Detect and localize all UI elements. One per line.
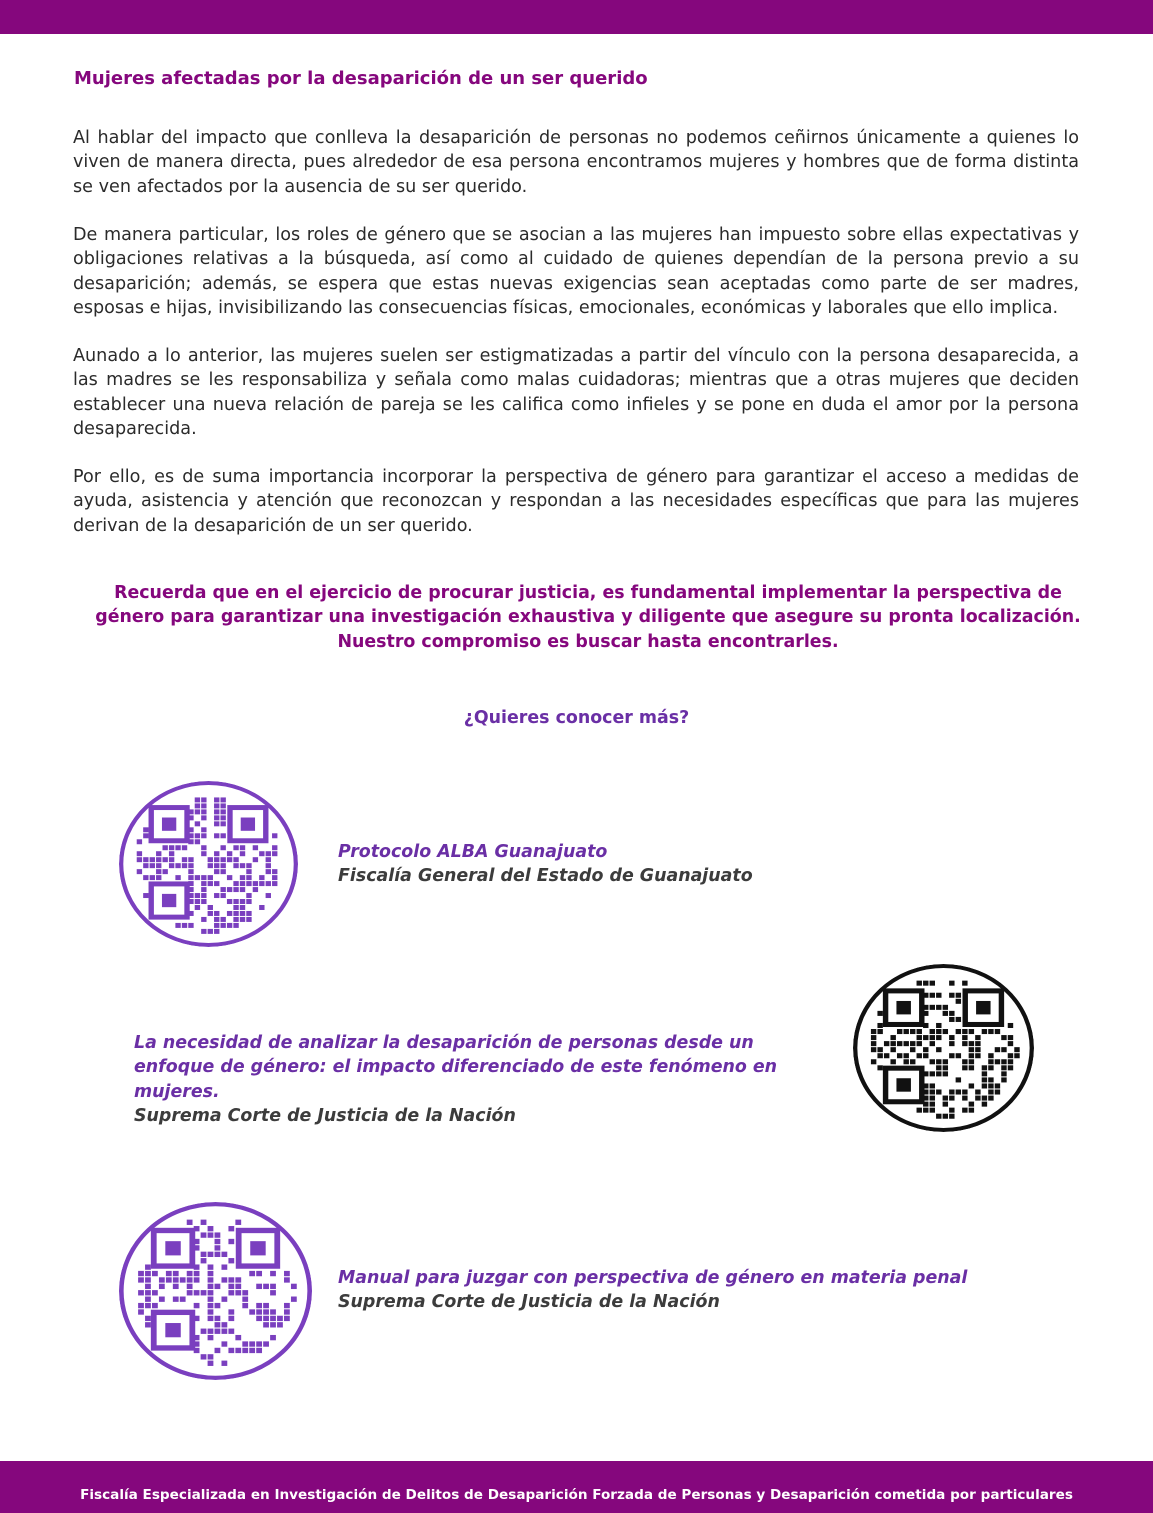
qr-code-protocolo-alba[interactable] [119, 781, 298, 947]
resource-enfoque-genero [134, 1031, 824, 1129]
paragraph-importance: Por ello, es de suma importancia incorporar la perspectiva de género para garantizar el acceso a medidas de ayuda, asistencia y atención que reconozcan y respondan a las necesidades específicas que para las mujeres derivan de la desaparición de un ser querido. [73, 467, 1079, 536]
resource-manual-juzgar [338, 1266, 1038, 1315]
qr-code-enfoque-genero[interactable] [853, 964, 1034, 1132]
paragraph-gender-roles: De manera particular, los roles de género que se asocian a las mujeres han impuesto sobre ellas expectativas y obligaciones relativas a la búsqueda, así como al cuidado de quienes dependían de la persona previo a su desaparición; además, se espera que estas nuevas exigencias sean aceptadas como parte de ser madres, esposas e hijas, invisibilizando las consecuencias físicas, emocionales, económicas y laborales que ello implica. [73, 225, 1079, 319]
qr-code-icon [119, 781, 298, 947]
qr-code-manual-juzgar[interactable] [119, 1202, 312, 1380]
resource-title: La necesidad de analizar la desaparición de personas desde un enfoque de género: el impacto diferenciado de este fenómeno en mujeres. [134, 1033, 778, 1102]
resource-title: Protocolo ALBA Guanajuato [338, 842, 608, 862]
resource-source: Suprema Corte de Justicia de la Nación [134, 1106, 516, 1127]
paragraph-impact: Al hablar del impacto que conlleva la desaparición de personas no podemos ceñirnos únicamente a quienes lo viven de manera directa, pues alrededor de esa persona encontramos mujeres y hombres que de forma distinta se ven afectados por la ausencia de su ser querido. [73, 128, 1079, 197]
top-banner [0, 0, 1153, 34]
paragraph-stigma: Aunado a lo anterior, las mujeres suelen ser estigmatizadas a partir del vínculo con la persona desaparecida, a las madres se les responsabiliza y señala como malas cuidadoras; mientras que a otras mujeres que deciden establecer una nueva relación de pareja se les califica como infieles y se pone en duda el amor por la persona desaparecida. [73, 346, 1079, 440]
footer-text: Fiscalía Especializada en Investigación de Delitos de Desaparición Forzada de Personas y Desaparición cometida por particulares [80, 1487, 1073, 1503]
qr-code-icon [119, 1202, 312, 1380]
footer-banner [0, 1461, 1153, 1513]
learn-more-heading: ¿Quieres conocer más? [463, 708, 690, 728]
page-title: Mujeres afectadas por la desaparición de un ser querido [74, 68, 648, 89]
resource-source: Fiscalía General del Estado de Guanajuato [338, 866, 753, 887]
qr-code-icon [853, 964, 1034, 1132]
resource-title: Manual para juzgar con perspectiva de género en materia penal [338, 1268, 968, 1288]
resource-protocolo-alba [338, 840, 858, 889]
resource-source: Suprema Corte de Justicia de la Nación [338, 1292, 720, 1313]
callout-message: Recuerda que en el ejercicio de procurar justicia, es fundamental implementar la perspectiva de género para garantizar una investigación exhaustiva y diligente que asegure su pronta localización. Nuestro compromiso es buscar hasta encontrarles. [95, 583, 1081, 652]
